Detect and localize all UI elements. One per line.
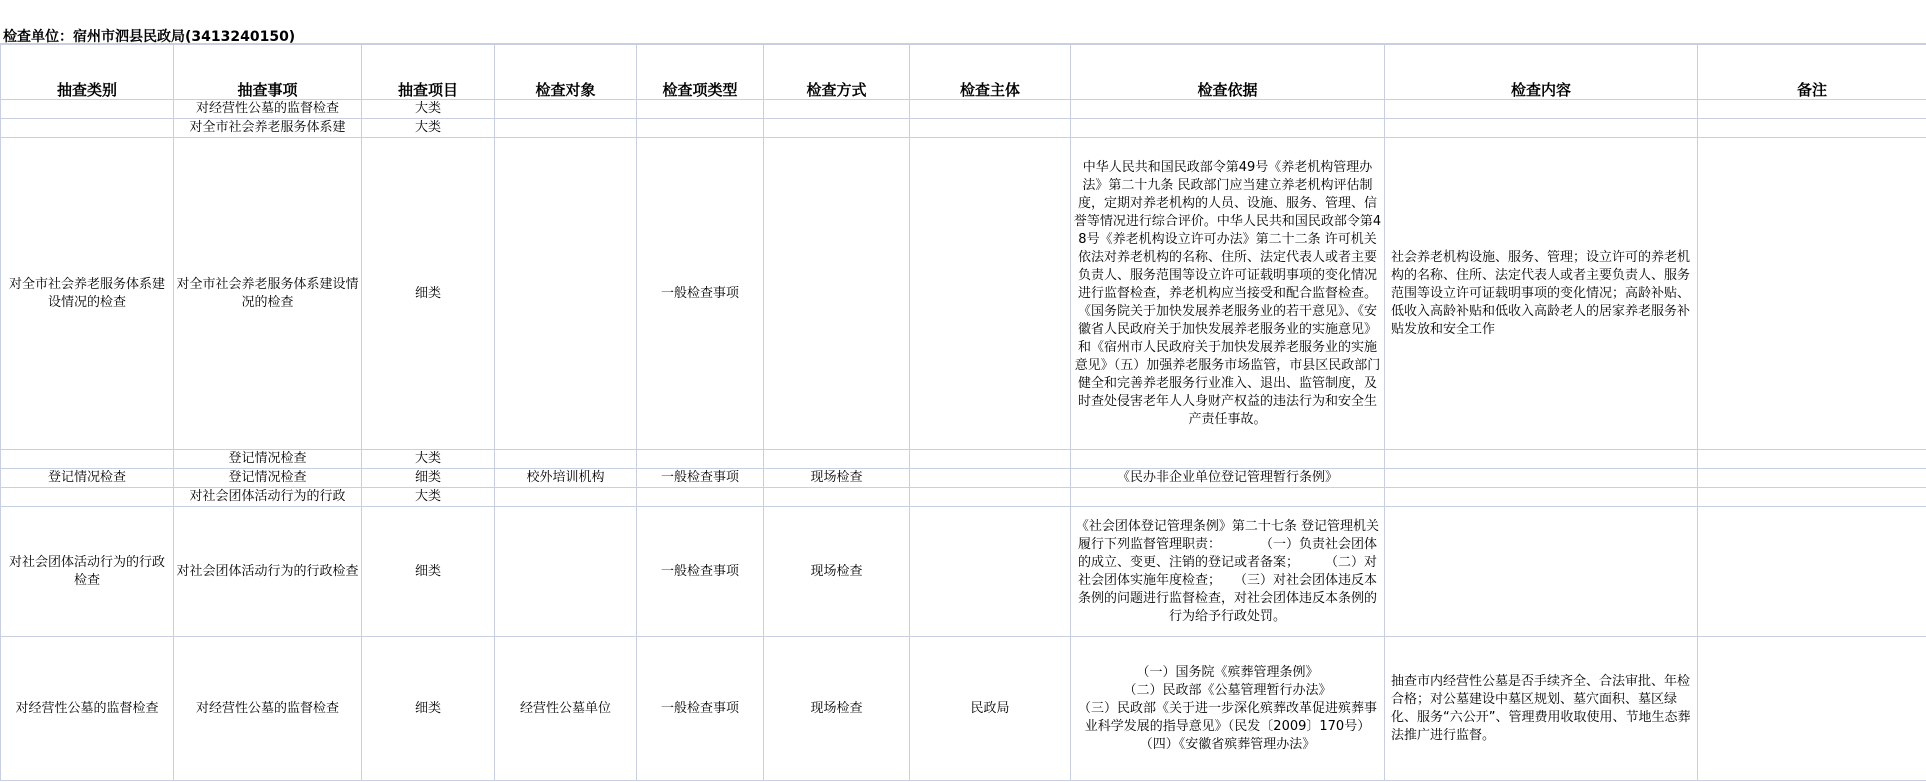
table-cell[interactable]	[1385, 469, 1698, 488]
inspection-table	[0, 44, 1926, 781]
table-cell[interactable]: 大类	[362, 100, 495, 119]
table-cell[interactable]	[764, 450, 910, 469]
table-cell[interactable]	[1, 488, 174, 507]
table-cell[interactable]	[637, 450, 764, 469]
table-cell[interactable]	[637, 119, 764, 138]
table-cell[interactable]: 现场检查	[764, 507, 910, 637]
table-cell[interactable]: 登记情况检查	[174, 450, 362, 469]
table-cell[interactable]	[910, 469, 1071, 488]
table-cell[interactable]: 对社会团体活动行为的行政检查	[174, 507, 362, 637]
table-cell[interactable]	[1698, 469, 1926, 488]
table-cell[interactable]: 大类	[362, 450, 495, 469]
table-cell[interactable]: 一般检查事项	[637, 469, 764, 488]
table-row	[1, 100, 1926, 119]
table-cell[interactable]: 对社会团体活动行为的行政	[174, 488, 362, 507]
table-cell[interactable]: 对全市社会养老服务体系建设情况的检查	[174, 138, 362, 450]
table-cell[interactable]	[1071, 450, 1385, 469]
table-cell[interactable]	[1698, 488, 1926, 507]
header-basis[interactable]: 检查依据	[1071, 45, 1385, 100]
table-cell[interactable]: 对经营性公墓的监督检查	[174, 100, 362, 119]
table-cell[interactable]: 对全市社会养老服务体系建	[174, 119, 362, 138]
header-row	[1, 45, 1926, 100]
table-cell[interactable]: 抽查市内经营性公墓是否手续齐全、合法审批、年检合格；对公墓建设中墓区规划、墓穴面积、墓区绿化、服务“六公开”、管理费用收取使用、节地生态葬法推广进行监督。	[1385, 637, 1698, 781]
table-cell[interactable]	[495, 507, 637, 637]
table-cell[interactable]: 大类	[362, 488, 495, 507]
table-cell[interactable]: 《社会团体登记管理条例》第二十七条 登记管理机关履行下列监督管理职责： （一）负责社会团体的成立、变更、注销的登记或者备案； （二）对社会团体实施年度检查； （三）对社会团体违反本条例的问题进行监督检查，对社会团体违反本条例的行为给予行政处罚。	[1071, 507, 1385, 637]
table-cell[interactable]	[637, 488, 764, 507]
table-cell[interactable]: 细类	[362, 138, 495, 450]
table-cell[interactable]	[495, 488, 637, 507]
table-cell[interactable]: 一般检查事项	[637, 138, 764, 450]
table-row	[1, 507, 1926, 637]
table-cell[interactable]	[1071, 100, 1385, 119]
header-matter[interactable]: 抽查事项	[174, 45, 362, 100]
table-cell[interactable]	[1698, 507, 1926, 637]
table-cell[interactable]	[495, 138, 637, 450]
table-row	[1, 637, 1926, 781]
table-cell[interactable]	[910, 100, 1071, 119]
table-cell[interactable]	[1385, 450, 1698, 469]
table-cell[interactable]: 对全市社会养老服务体系建设情况的检查	[1, 138, 174, 450]
table-cell[interactable]	[495, 100, 637, 119]
table-row	[1, 450, 1926, 469]
table-cell[interactable]: （一）国务院《殡葬管理条例》 （二）民政部《公墓管理暂行办法》 （三）民政部《关于进一步深化殡葬改革促进殡葬事业科学发展的指导意见》（民发〔2009〕170号） （四）《安徽省殡葬管理办法》	[1071, 637, 1385, 781]
table-cell[interactable]	[1698, 100, 1926, 119]
table-cell[interactable]: 现场检查	[764, 469, 910, 488]
table-cell[interactable]: 大类	[362, 119, 495, 138]
table-row	[1, 119, 1926, 138]
table-cell[interactable]	[1698, 119, 1926, 138]
table-row	[1, 469, 1926, 488]
inspection-unit-title: 检查单位：宿州市泗县民政局(3413240150)	[3, 29, 296, 45]
header-method[interactable]: 检查方式	[764, 45, 910, 100]
table-cell[interactable]	[764, 119, 910, 138]
table-cell[interactable]	[495, 450, 637, 469]
header-item-type[interactable]: 检查项类型	[637, 45, 764, 100]
table-cell[interactable]	[1698, 450, 1926, 469]
table-cell[interactable]	[1698, 138, 1926, 450]
table-cell[interactable]: 民政局	[910, 637, 1071, 781]
table-cell[interactable]	[495, 119, 637, 138]
table-cell[interactable]	[910, 507, 1071, 637]
table-cell[interactable]	[910, 450, 1071, 469]
header-object[interactable]: 检查对象	[495, 45, 637, 100]
table-cell[interactable]: 一般检查事项	[637, 637, 764, 781]
table-cell[interactable]	[1385, 119, 1698, 138]
table-cell[interactable]	[1071, 488, 1385, 507]
table-cell[interactable]: 中华人民共和国民政部令第49号《养老机构管理办法》第二十九条 民政部门应当建立养老机构评估制度，定期对养老机构的人员、设施、服务、管理、信誉等情况进行综合评价。中华人民共和国民政部令第48号《养老机构设立许可办法》第二十二条 许可机关依法对养老机构的名称、住所、法定代表人或者主要负责人、服务范围等设立许可证载明事项的变化情况进行监督检查，养老机构应当接受和配合监督检查。《国务院关于加快发展养老服务业的若干意见》、《安徽省人民政府关于加快发展养老服务业的实施意见》和《宿州市人民政府关于加快发展养老服务业的实施意见》（五）加强养老服务市场监管，市县区民政部门健全和完善养老服务行业准入、退出、监管制度，及时查处侵害老年人人身财产权益的违法行为和安全生产责任事故。	[1071, 138, 1385, 450]
table-cell[interactable]	[910, 138, 1071, 450]
table-cell[interactable]	[1, 450, 174, 469]
table-cell[interactable]: 现场检查	[764, 637, 910, 781]
table-cell[interactable]: 对经营性公墓的监督检查	[1, 637, 174, 781]
unit-bar	[0, 0, 1926, 44]
table-cell[interactable]: 登记情况检查	[174, 469, 362, 488]
table-cell[interactable]: 对社会团体活动行为的行政检查	[1, 507, 174, 637]
table-cell[interactable]: 《民办非企业单位登记管理暂行条例》	[1071, 469, 1385, 488]
table-cell[interactable]	[910, 119, 1071, 138]
table-cell[interactable]: 社会养老机构设施、服务、管理；设立许可的养老机构的名称、住所、法定代表人或者主要负责人、服务范围等设立许可证载明事项的变化情况；高龄补贴、低收入高龄补贴和低收入高龄老人的居家养老服务补贴发放和安全工作	[1385, 138, 1698, 450]
table-cell[interactable]: 校外培训机构	[495, 469, 637, 488]
table-cell[interactable]	[1385, 488, 1698, 507]
table-cell[interactable]	[1, 100, 174, 119]
table-cell[interactable]	[1385, 100, 1698, 119]
table-cell[interactable]	[764, 488, 910, 507]
table-cell[interactable]	[764, 100, 910, 119]
table-row	[1, 138, 1926, 450]
table-cell[interactable]	[1698, 637, 1926, 781]
table-cell[interactable]	[637, 100, 764, 119]
table-cell[interactable]: 细类	[362, 469, 495, 488]
table-cell[interactable]	[1071, 119, 1385, 138]
table-cell[interactable]	[1385, 507, 1698, 637]
table-cell[interactable]: 一般检查事项	[637, 507, 764, 637]
header-subject[interactable]: 检查主体	[910, 45, 1071, 100]
table-cell[interactable]: 登记情况检查	[1, 469, 174, 488]
table-cell[interactable]: 对经营性公墓的监督检查	[174, 637, 362, 781]
table-row	[1, 488, 1926, 507]
table-cell[interactable]	[910, 488, 1071, 507]
table-cell[interactable]: 经营性公墓单位	[495, 637, 637, 781]
table-cell[interactable]	[764, 138, 910, 450]
header-category[interactable]: 抽查类别	[1, 45, 174, 100]
table-cell[interactable]: 细类	[362, 637, 495, 781]
header-project[interactable]: 抽查项目	[362, 45, 495, 100]
header-content[interactable]: 检查内容	[1385, 45, 1698, 100]
table-cell[interactable]	[1, 119, 174, 138]
table-cell[interactable]: 细类	[362, 507, 495, 637]
header-remarks[interactable]: 备注	[1698, 45, 1926, 100]
